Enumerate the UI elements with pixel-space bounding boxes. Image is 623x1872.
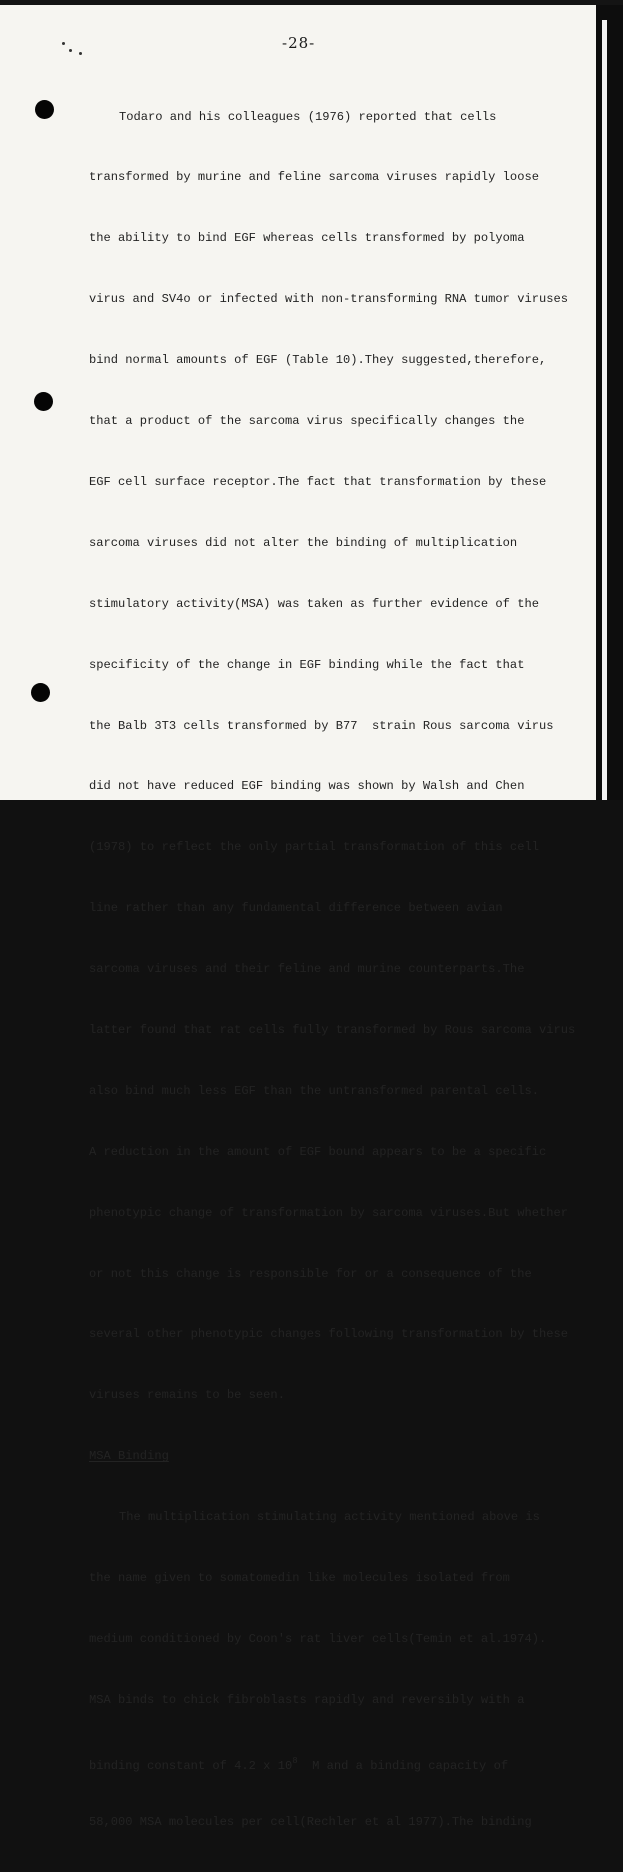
text-line: phenotypic change of transformation by sarcoma viruses.But whether bbox=[89, 1205, 568, 1220]
speck bbox=[69, 49, 72, 52]
text-line: EGF cell surface receptor.The fact that transformation by these bbox=[89, 474, 547, 489]
text-line: (1978) to reflect the only partial transformation of this cell bbox=[89, 840, 539, 855]
text-line: viruses remains to be seen. bbox=[89, 1388, 285, 1403]
text-line: 58,000 MSA molecules per cell(Rechler et al 1977).The binding bbox=[89, 1814, 532, 1829]
punch-hole bbox=[35, 100, 54, 119]
scan-top-edge bbox=[0, 0, 623, 5]
text-fragment: binding constant of 4.2 x 10 bbox=[89, 1758, 293, 1773]
speck bbox=[79, 52, 82, 55]
text-line: sarcoma viruses did not alter the binding of multiplication bbox=[89, 535, 518, 550]
text-line: the name given to somatomedin like molecules isolated from bbox=[89, 1570, 510, 1585]
text-line: transformed by murine and feline sarcoma viruses rapidly loose bbox=[89, 170, 539, 185]
text-line: stimulatory activity(MSA) was taken as further evidence of the bbox=[89, 596, 539, 611]
text-line-with-exponent bbox=[89, 1751, 589, 1771]
text-line: virus and SV4o or infected with non-transforming RNA tumor viruses bbox=[89, 292, 568, 307]
scan-edge-strip bbox=[602, 20, 607, 800]
stray-marks bbox=[60, 38, 90, 58]
section-heading-line bbox=[89, 1446, 589, 1466]
text-line: medium conditioned by Coon's rat liver cells(Temin et al.1974). bbox=[89, 1631, 547, 1646]
text-line: sarcoma viruses and their feline and murine counterparts.The bbox=[89, 962, 525, 977]
text-line: the ability to bind EGF whereas cells transformed by polyoma bbox=[89, 231, 525, 246]
text-line: The multiplication stimulating activity mentioned above is bbox=[119, 1510, 540, 1525]
text-line: Todaro and his colleagues (1976) reported that cells bbox=[119, 109, 497, 124]
text-line: A reduction in the amount of EGF bound appears to be a specific bbox=[89, 1144, 547, 1159]
text-line: the Balb 3T3 cells transformed by B77 strain Rous sarcoma virus bbox=[89, 718, 554, 733]
text-line: that a product of the sarcoma virus specifically changes the bbox=[89, 414, 525, 429]
section-heading: MSA Binding bbox=[89, 1449, 169, 1464]
text-line: bind normal amounts of EGF (Table 10).They suggested,therefore, bbox=[89, 353, 547, 368]
punch-hole bbox=[34, 392, 53, 411]
text-line: MSA binds to chick fibroblasts rapidly and reversibly with a bbox=[89, 1692, 525, 1707]
text-line: latter found that rat cells fully transformed by Rous sarcoma virus bbox=[89, 1022, 576, 1037]
text-line: specificity of the change in EGF binding while the fact that bbox=[89, 657, 525, 672]
text-line: line rather than any fundamental difference between avian bbox=[89, 901, 503, 916]
superscript: 8 bbox=[292, 1755, 298, 1766]
page-number: -28- bbox=[282, 34, 316, 52]
text-spacer bbox=[298, 1759, 313, 1773]
scan-border bbox=[596, 0, 623, 800]
text-line: did not have reduced EGF binding was shown by Walsh and Chen bbox=[89, 779, 525, 794]
speck bbox=[62, 42, 65, 45]
text-fragment: M and a binding capacity of bbox=[312, 1758, 509, 1773]
body-text bbox=[89, 66, 589, 1872]
text-line: several other phenotypic changes following transformation by these bbox=[89, 1327, 568, 1342]
text-line: or not this change is responsible for or a consequence of the bbox=[89, 1266, 532, 1281]
text-line: also bind much less EGF than the untransformed parental cells. bbox=[89, 1083, 539, 1098]
punch-hole bbox=[31, 683, 50, 702]
